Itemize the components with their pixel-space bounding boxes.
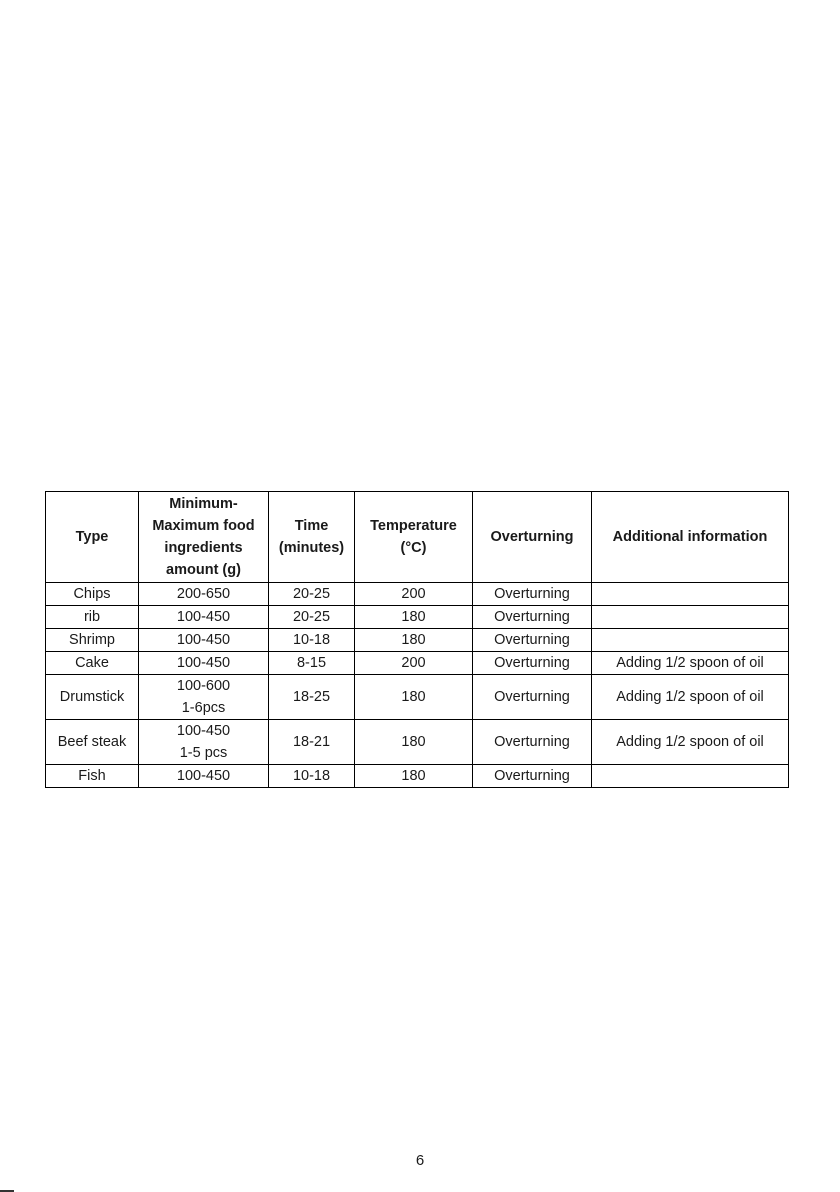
cell-time: 8-15 bbox=[269, 652, 355, 675]
table-row bbox=[46, 629, 789, 652]
cell-overturning: Overturning bbox=[473, 606, 592, 629]
cell-time: 10-18 bbox=[269, 629, 355, 652]
header-amount: Minimum- Maximum food ingredients amount (g) bbox=[139, 492, 269, 583]
cell-type: rib bbox=[46, 606, 139, 629]
cell-info: Adding 1/2 spoon of oil bbox=[592, 652, 789, 675]
cell-info: Adding 1/2 spoon of oil bbox=[592, 720, 789, 765]
cell-amount: 100-450 1-5 pcs bbox=[139, 720, 269, 765]
cell-amount: 100-450 bbox=[139, 606, 269, 629]
table-row bbox=[46, 606, 789, 629]
cell-amount: 100-450 bbox=[139, 629, 269, 652]
cell-info bbox=[592, 765, 789, 788]
cell-temperature: 180 bbox=[355, 606, 473, 629]
cell-amount: 100-450 bbox=[139, 765, 269, 788]
header-additional-information: Additional information bbox=[592, 492, 789, 583]
cell-temperature: 200 bbox=[355, 652, 473, 675]
cell-type: Chips bbox=[46, 583, 139, 606]
cell-amount: 100-450 bbox=[139, 652, 269, 675]
table-row bbox=[46, 583, 789, 606]
cell-info bbox=[592, 583, 789, 606]
cell-overturning: Overturning bbox=[473, 652, 592, 675]
table-row bbox=[46, 675, 789, 720]
cell-temperature: 180 bbox=[355, 765, 473, 788]
cell-temperature: 200 bbox=[355, 583, 473, 606]
table-row bbox=[46, 765, 789, 788]
cell-type: Drumstick bbox=[46, 675, 139, 720]
cell-time: 18-21 bbox=[269, 720, 355, 765]
cell-type: Beef steak bbox=[46, 720, 139, 765]
cell-type: Cake bbox=[46, 652, 139, 675]
cell-overturning: Overturning bbox=[473, 765, 592, 788]
table-row bbox=[46, 720, 789, 765]
cell-temperature: 180 bbox=[355, 720, 473, 765]
cell-temperature: 180 bbox=[355, 629, 473, 652]
cell-time: 20-25 bbox=[269, 606, 355, 629]
cell-time: 18-25 bbox=[269, 675, 355, 720]
header-type: Type bbox=[46, 492, 139, 583]
page-number: 6 bbox=[415, 1152, 425, 1169]
cell-info: Adding 1/2 spoon of oil bbox=[592, 675, 789, 720]
table-header-row bbox=[46, 492, 789, 583]
cell-time: 20-25 bbox=[269, 583, 355, 606]
header-overturning: Overturning bbox=[473, 492, 592, 583]
cell-info bbox=[592, 606, 789, 629]
cell-overturning: Overturning bbox=[473, 720, 592, 765]
cell-type: Fish bbox=[46, 765, 139, 788]
header-temperature: Temperature (°C) bbox=[355, 492, 473, 583]
cell-type: Shrimp bbox=[46, 629, 139, 652]
cell-overturning: Overturning bbox=[473, 583, 592, 606]
table-row bbox=[46, 652, 789, 675]
cell-amount: 100-600 1-6pcs bbox=[139, 675, 269, 720]
cell-temperature: 180 bbox=[355, 675, 473, 720]
cell-overturning: Overturning bbox=[473, 629, 592, 652]
header-time: Time (minutes) bbox=[269, 492, 355, 583]
cell-time: 10-18 bbox=[269, 765, 355, 788]
cell-amount: 200-650 bbox=[139, 583, 269, 606]
cell-overturning: Overturning bbox=[473, 675, 592, 720]
cell-info bbox=[592, 629, 789, 652]
cooking-guide-table bbox=[45, 491, 789, 788]
